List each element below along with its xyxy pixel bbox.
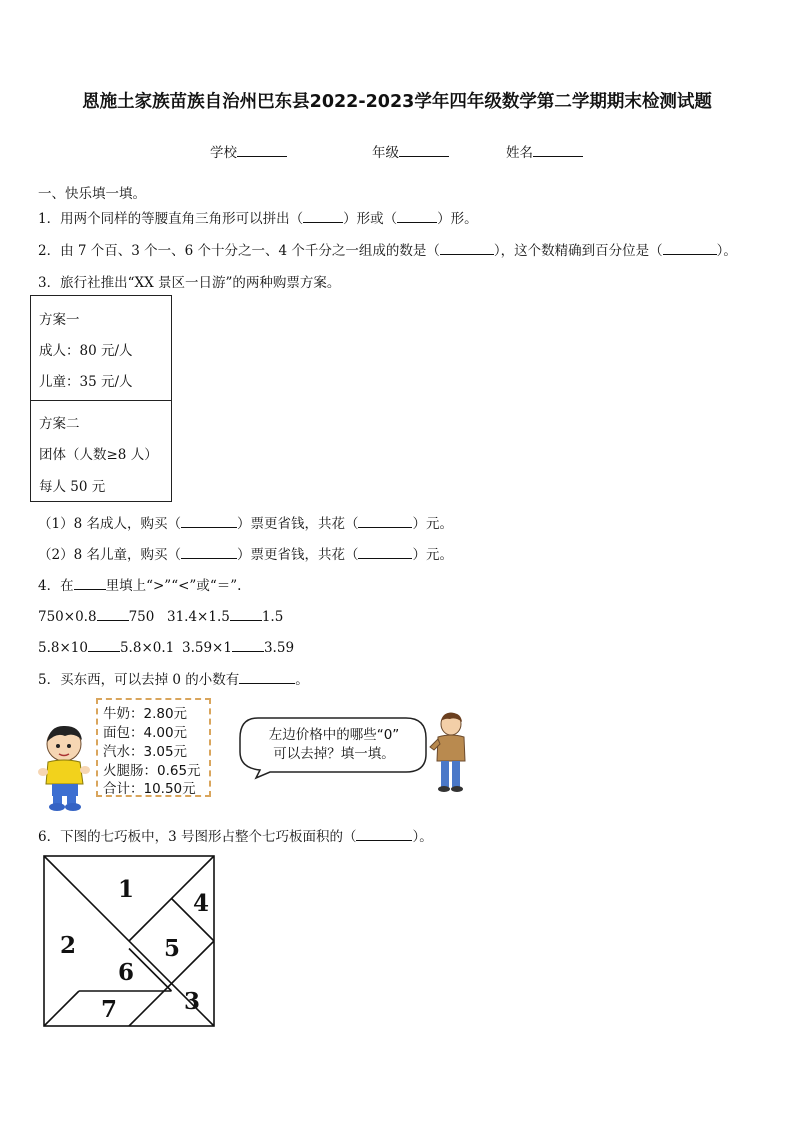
bubble-line-1: 左边价格中的哪些“0” [268, 727, 400, 743]
price-item-bread: 面包：4.00元 [103, 725, 188, 741]
q3-2-text-c: ）元。 [412, 547, 453, 563]
compare-2-blank[interactable] [230, 606, 262, 621]
school-blank[interactable] [237, 142, 287, 157]
tangram-label-7: 7 [101, 996, 118, 1023]
q3-2-text-b: ）票更省钱，共花（ [236, 547, 359, 563]
tangram-figure [40, 852, 218, 1030]
q5-text: 5．买东西，可以去掉 0 的小数有 [38, 672, 240, 688]
page-title: 恩施土家族苗族自治州巴东县2022-2023学年四年级数学第二学期期末检测试题 [82, 92, 712, 112]
plan1-adult-price: 成人：80 元/人 [39, 343, 133, 359]
q6-blank[interactable] [356, 826, 412, 841]
q3-1-blank-2[interactable] [358, 513, 412, 528]
q4-text-a: 4．在 [38, 578, 74, 594]
compare-1-right: 750 [128, 609, 155, 625]
q3-1-text-a: （1）8 名成人，购买（ [38, 516, 181, 532]
section-heading: 一、快乐填一填。 [38, 186, 146, 202]
q2-text-c: ）。 [716, 243, 737, 259]
q1-text-c: ）形。 [437, 211, 478, 227]
boy-illustration [38, 722, 94, 812]
tangram-label-1: 1 [118, 876, 135, 903]
plan2-group-condition: 团体（人数≥8 人） [39, 447, 158, 463]
q3-1-text-b: ）票更省钱，共花（ [236, 516, 359, 532]
q3-2-text-a: （2）8 名儿童，购买（ [38, 547, 181, 563]
tangram-label-6: 6 [118, 959, 135, 986]
tangram-piece7-left [44, 991, 79, 1026]
teacher-illustration [428, 711, 470, 793]
school-field [210, 141, 287, 161]
q4-text-b: 里填上“>”“<”或“＝”. [105, 578, 242, 594]
q3-2-blank-2[interactable] [358, 544, 412, 559]
question-3-part-2 [38, 543, 453, 563]
name-field [506, 141, 583, 161]
question-4 [38, 574, 241, 594]
plan1-title: 方案一 [39, 312, 80, 328]
question-2 [38, 239, 737, 259]
q1-blank-1[interactable] [303, 208, 343, 223]
compare-2 [167, 606, 283, 625]
compare-3 [38, 637, 174, 656]
q4-blank-example [74, 575, 106, 590]
question-5 [38, 668, 309, 688]
compare-3-left: 5.8×10 [38, 640, 88, 656]
q1-text-a: 1．用两个同样的等腰直角三角形可以拼出（ [38, 211, 304, 227]
compare-1 [38, 606, 154, 625]
plan2-title: 方案二 [39, 416, 80, 432]
price-item-milk: 牛奶：2.80元 [103, 706, 188, 722]
q1-blank-2[interactable] [397, 208, 437, 223]
tangram-label-5: 5 [164, 935, 181, 962]
compare-4-left: 3.59×1 [182, 640, 232, 656]
q2-text-b: ），这个数精确到百分位是（ [493, 243, 663, 259]
compare-2-left: 31.4×1.5 [167, 609, 230, 625]
q6-text-a: 6．下图的七巧板中，3 号图形占整个七巧板面积的（ [38, 829, 357, 845]
q5-blank[interactable] [239, 669, 295, 684]
tangram-label-4: 4 [193, 890, 210, 917]
q5-text-end: 。 [295, 672, 309, 688]
tangram-label-2: 2 [60, 932, 77, 959]
name-label: 姓名 [506, 145, 533, 161]
price-item-total: 合计：10.50元 [103, 781, 196, 797]
question-1 [38, 207, 478, 227]
q2-text-a: 2．由 7 个百、3 个一、6 个十分之一、4 个千分之一组成的数是（ [38, 243, 440, 259]
compare-4-right: 3.59 [263, 640, 295, 656]
compare-4-blank[interactable] [232, 637, 264, 652]
grade-blank[interactable] [399, 142, 449, 157]
bubble-line-2: 可以去掉？填一填。 [273, 746, 395, 762]
price-item-sausage: 火腿肠：0.65元 [103, 763, 201, 779]
tangram-label-3: 3 [184, 988, 201, 1015]
plan-divider [30, 400, 172, 401]
q3-1-blank-1[interactable] [181, 513, 237, 528]
question-3: 3．旅行社推出“XX 景区一日游”的两种购票方案。 [38, 275, 341, 291]
q1-text-b: ）形或（ [343, 211, 398, 227]
compare-1-left: 750×0.8 [38, 609, 97, 625]
plan2-price: 每人 50 元 [39, 479, 106, 495]
q2-blank-1[interactable] [440, 240, 494, 255]
name-blank[interactable] [533, 142, 583, 157]
grade-field [372, 141, 449, 161]
compare-3-blank[interactable] [88, 637, 120, 652]
grade-label: 年级 [372, 145, 399, 161]
price-item-soda: 汽水：3.05元 [103, 744, 188, 760]
q2-blank-2[interactable] [663, 240, 717, 255]
q6-text-b: ）。 [412, 829, 433, 845]
question-6 [38, 825, 433, 845]
plan1-child-price: 儿童：35 元/人 [39, 374, 133, 390]
compare-4 [182, 637, 294, 656]
q3-2-blank-1[interactable] [181, 544, 237, 559]
compare-1-blank[interactable] [97, 606, 129, 621]
question-3-part-1 [38, 512, 453, 532]
school-label: 学校 [210, 145, 237, 161]
compare-3-right: 5.8×0.1 [119, 640, 175, 656]
compare-2-right: 1.5 [261, 609, 284, 625]
q3-1-text-c: ）元。 [412, 516, 453, 532]
